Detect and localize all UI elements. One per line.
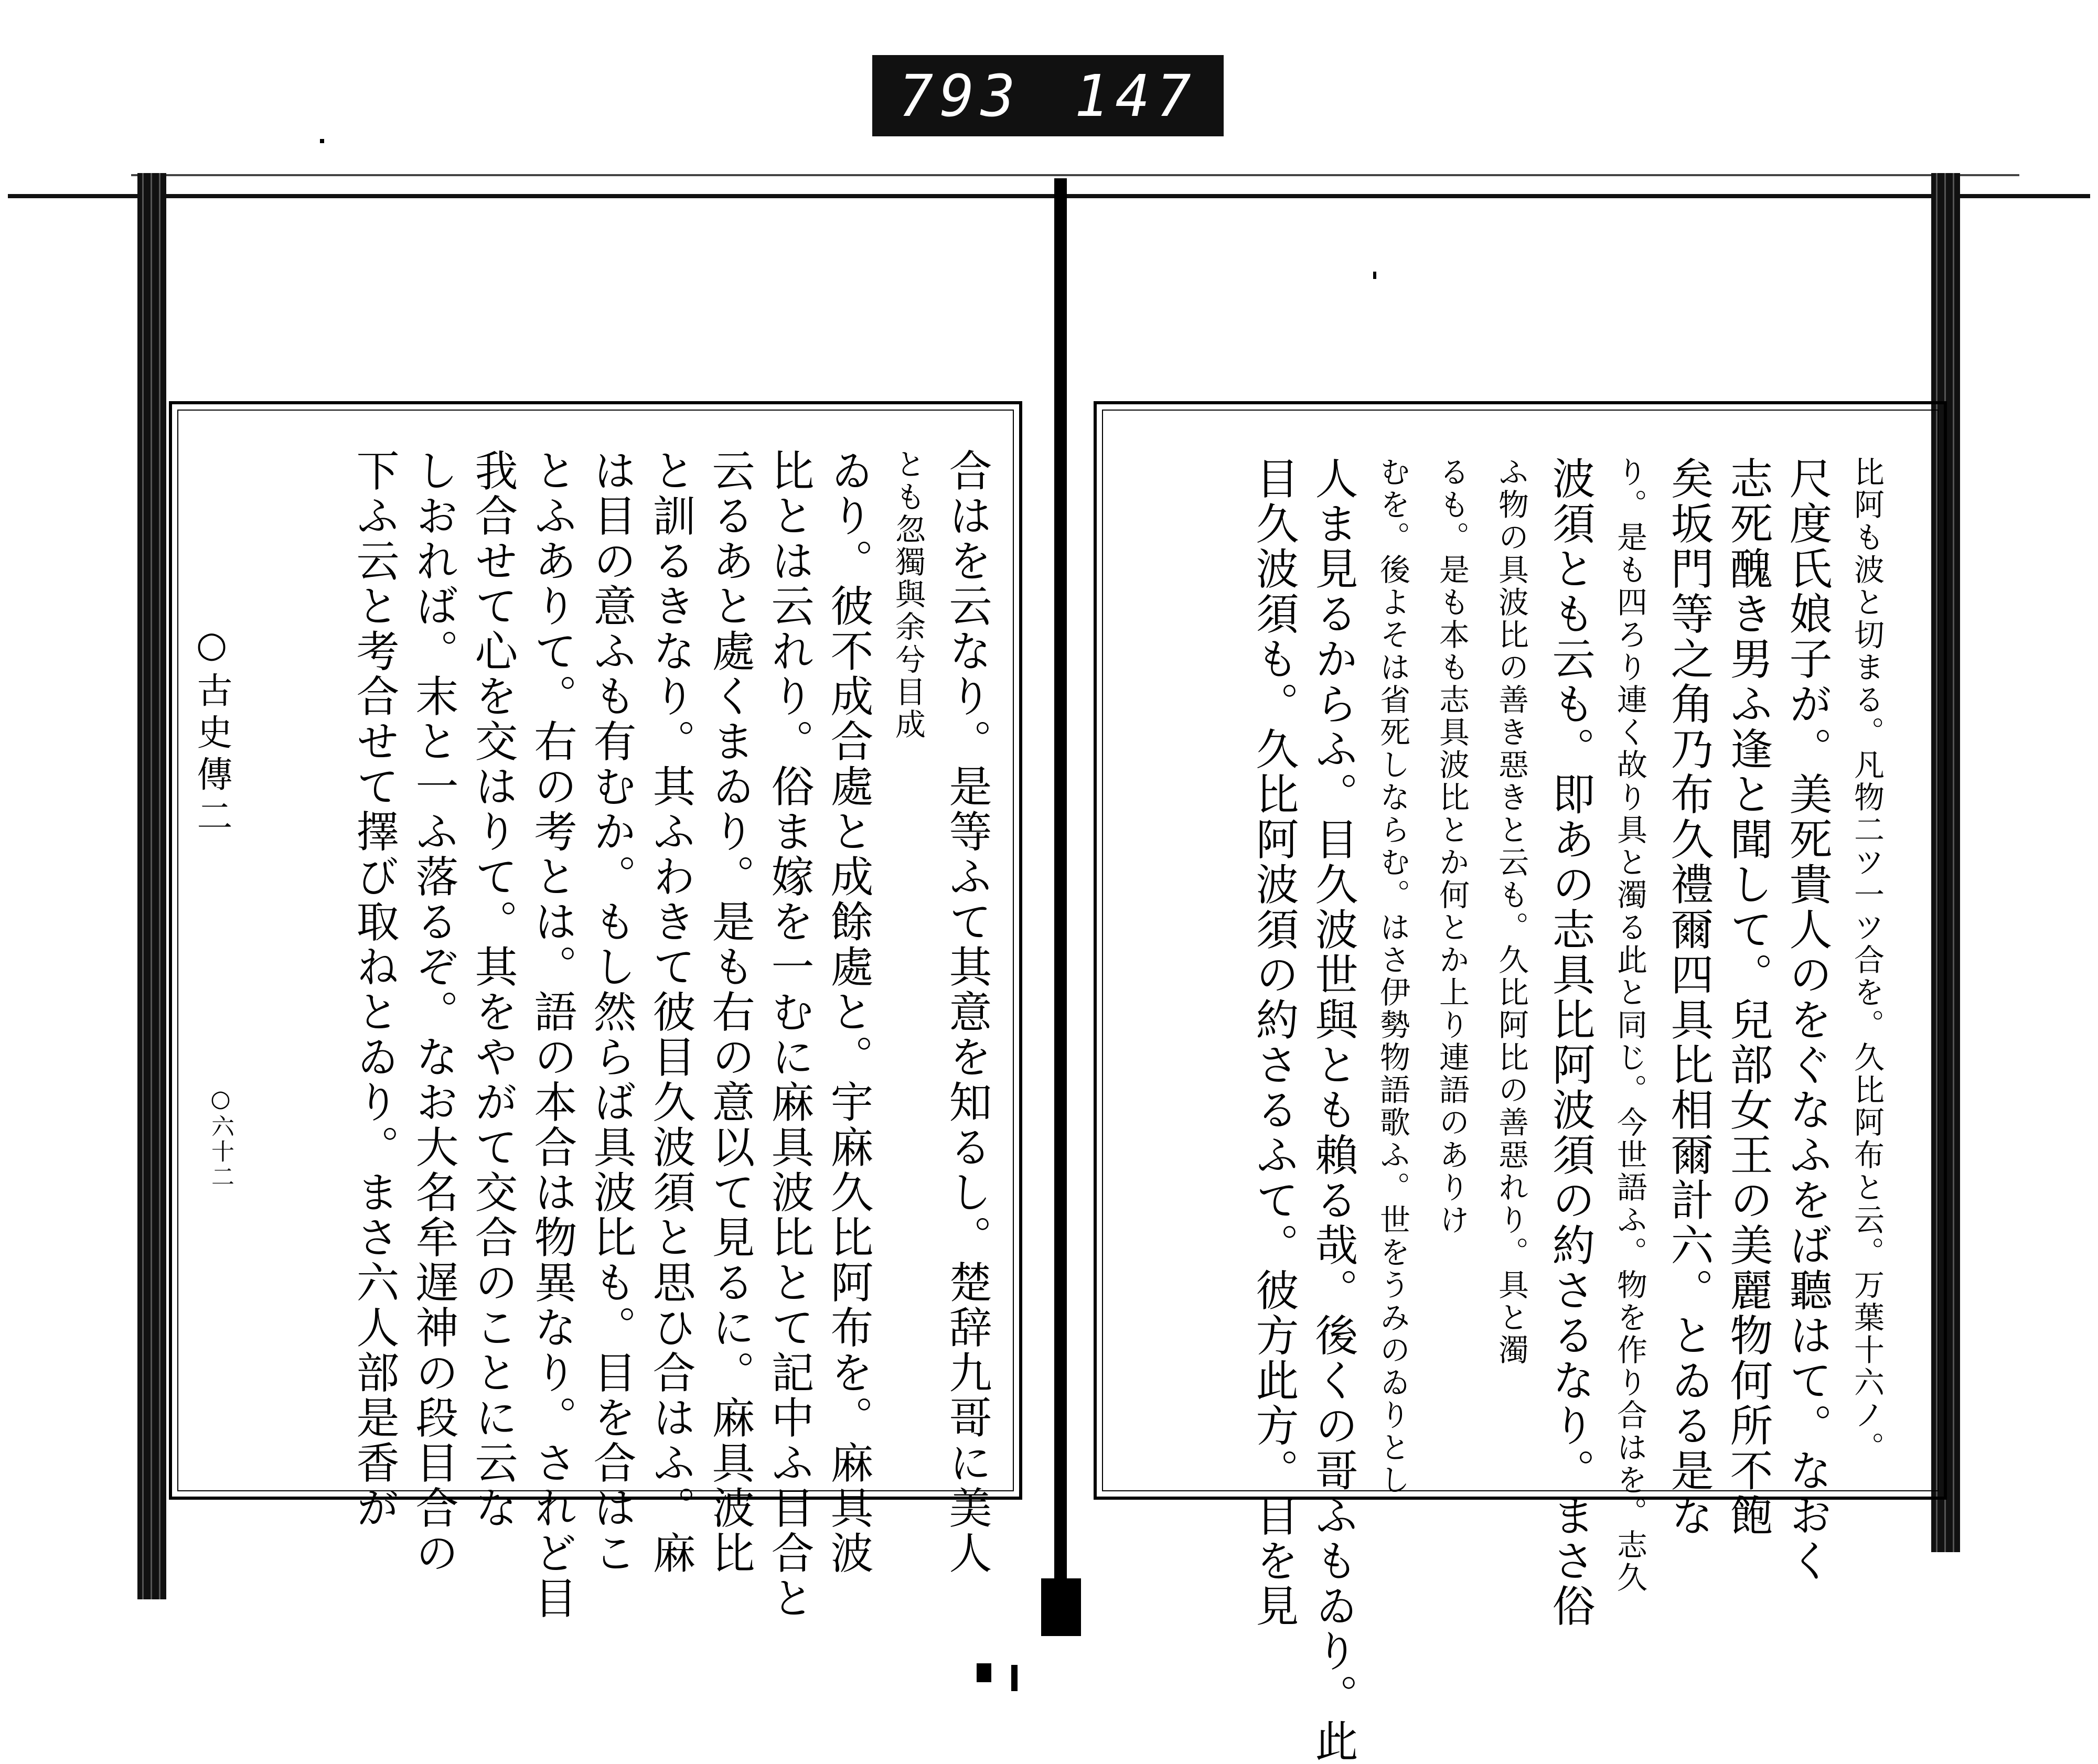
book-spine [1054,178,1067,1615]
text-column: 比とは云れり。俗ま嫁を一むに麻具波比とて記中ふ目合と [764,448,814,1621]
scan-speck [1373,272,1376,279]
text-column: 下ふ云と考合せて擇び取ねとゐり。まさ六人部是香が [349,448,399,1531]
text-column: り。是も四ろり連く故り具と濁る此と同じ。今世語ふ。物を作り合はを。志久 [1612,456,1647,1594]
scan-speck [977,1663,991,1682]
text-column: 目久波須も。久比阿波須の約さるふて。彼方此方。目を見 [1249,456,1299,1629]
text-column: 合はを云なり。是等ふて其意を知るし。楚辞九哥に美人 [942,448,992,1576]
text-column: とふありて。右の考とは。語の本合は物異なり。されど目 [527,448,577,1621]
text-column: 我合せて心を交はりて。其をやがて交合のことに云な [468,448,518,1531]
text-column: とも忽獨與余兮目成 [890,448,926,741]
left-page-edges [137,173,166,1599]
page-number: ○六十二 [207,1085,234,1190]
binding-edge-line [131,174,2019,176]
text-column: しおれば。末と一ふ落るぞ。なお大名牟遅神の段目合の [409,448,458,1576]
text-column: と訓るきなり。其ふわきて彼目久波須と思ひ合はふ。麻 [646,448,695,1576]
catalog-number-plate [872,55,1224,136]
text-column: 波須とも云も。即あの志具比阿波須の約さるなり。まさ俗 [1545,456,1595,1629]
text-column: ふ物の具波比の善き惡きと云も。久比阿比の善惡れり。具と濁 [1493,456,1529,1367]
scan-speck [320,139,324,143]
running-title: ○古史傳二 [191,624,232,840]
text-column: るも。是も本も志具波比とか何とか上り連語のありけ [1434,456,1470,1236]
volume-number: 793 [898,62,1022,130]
text-column: は目の意ふも有むか。もし然らば具波比も。目を合はこ [586,448,636,1576]
text-column: ゐり。彼不成合處と成餘處と。宇麻久比阿布を。麻具波 [823,448,873,1576]
top-rule [8,194,2090,198]
text-column: 人ま見るからふ。目久波世與とも賴る哉。後くの哥ふもゐり。此 [1308,456,1358,1764]
text-column: 尺度氏娘子が。美死貴人のをぐなふをば聽はて。なおく [1782,456,1832,1584]
page-number-label: 147 [1074,62,1197,130]
text-column: むを。後よそは省死しならむ。はさ伊勢物語歌ふ。世をうみのゐりとし [1375,456,1410,1497]
text-column: 志死醜き男ふ逢と聞して。兒部女王の美麗物何所不飽 [1723,456,1773,1539]
spine-foot [1041,1578,1081,1636]
scan-speck [1011,1665,1018,1691]
text-column: 比阿も波と切まる。凡物二ツ一ツ合を。久比阿布と云。万葉十六ノ。 [1849,456,1885,1464]
text-column: 云るあと處くまゐり。是も右の意以て見るに。麻具波比 [705,448,755,1576]
left-page-text [247,448,997,1621]
right-page-text [1120,456,1896,1764]
text-column: 矣坂門等之角乃布久禮爾四具比相爾計六。とゐる是な [1664,456,1714,1539]
